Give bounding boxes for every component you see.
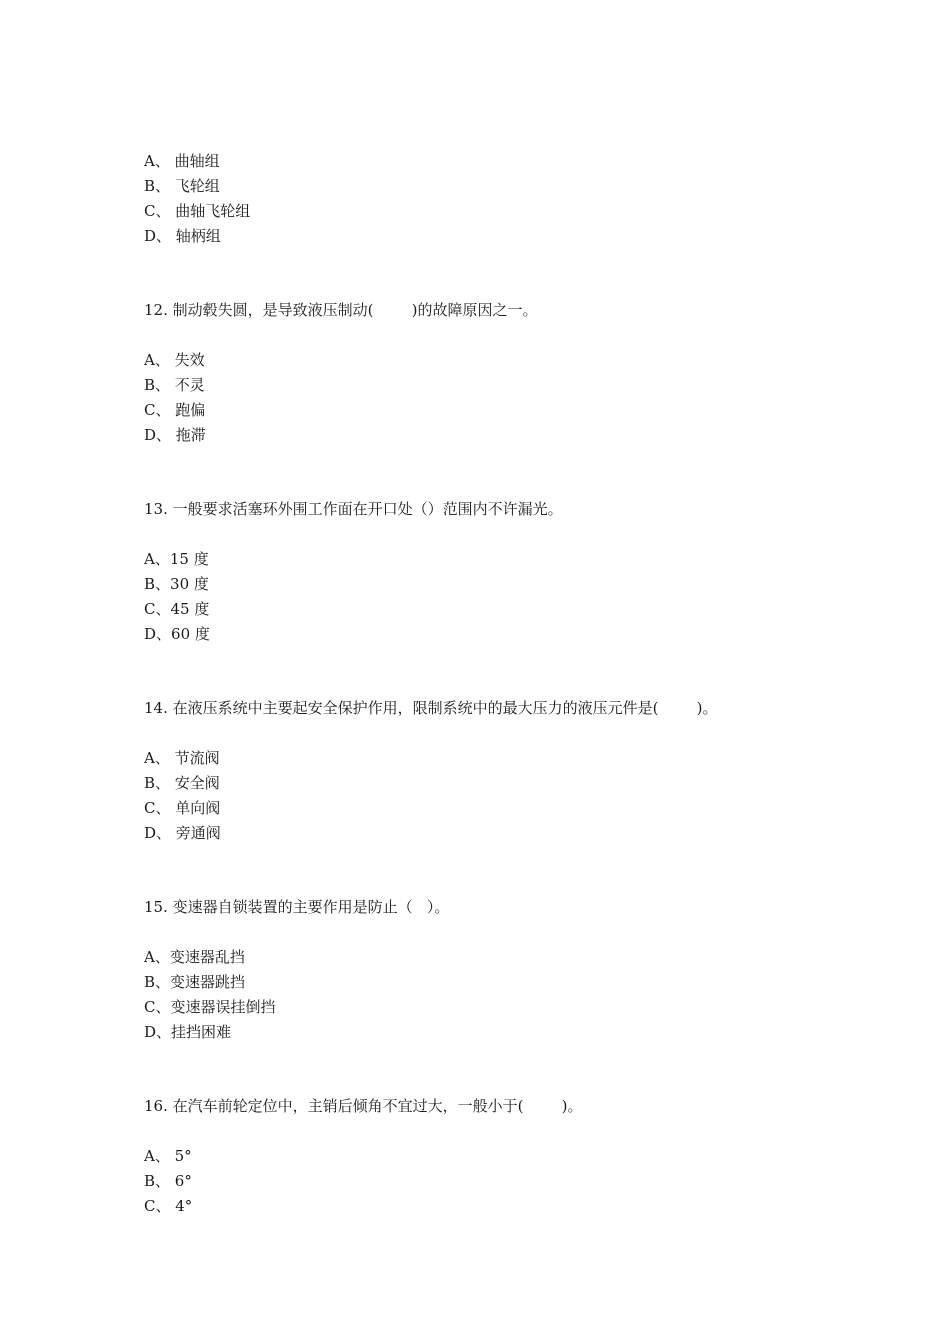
option-d: D、 旁通阀 xyxy=(144,824,221,842)
option-b: B、 6° xyxy=(144,1172,192,1190)
option-c: C、45 度 xyxy=(144,600,210,618)
question-text: 14. 在液压系统中主要起安全保护作用，限制系统中的最大压力的液压元件是( )。 xyxy=(144,699,718,717)
option-d: D、60 度 xyxy=(144,625,210,643)
document-page xyxy=(144,149,824,1219)
question-12 xyxy=(144,298,824,448)
option-c: C、 4° xyxy=(144,1197,193,1215)
option-b: B、 不灵 xyxy=(144,376,205,394)
question-text: 16. 在汽车前轮定位中，主销后倾角不宜过大，一般小于( )。 xyxy=(144,1097,583,1115)
option-a: A、 5° xyxy=(144,1147,192,1165)
question-15 xyxy=(144,895,824,1045)
question-text: 12. 制动毂失圆，是导致液压制动( )的故障原因之一。 xyxy=(144,301,538,319)
option-a: A、15 度 xyxy=(144,550,209,568)
option-d: D、 轴柄组 xyxy=(144,227,221,245)
question-text: 15. 变速器自锁装置的主要作用是防止（ ）。 xyxy=(144,898,450,916)
option-a: A、 曲轴组 xyxy=(144,152,220,170)
option-b: B、30 度 xyxy=(144,575,209,593)
option-b: B、 飞轮组 xyxy=(144,177,220,195)
option-d: D、挂挡困难 xyxy=(144,1023,232,1041)
question-14 xyxy=(144,696,824,846)
option-d: D、 拖滞 xyxy=(144,426,206,444)
question-16 xyxy=(144,1094,824,1219)
prev-question-options xyxy=(144,149,824,249)
option-a: A、 节流阀 xyxy=(144,749,220,767)
option-c: C、 单向阀 xyxy=(144,799,221,817)
question-13 xyxy=(144,497,824,647)
option-b: B、 安全阀 xyxy=(144,774,220,792)
option-c: C、变速器误挂倒挡 xyxy=(144,998,276,1016)
option-c: C、 跑偏 xyxy=(144,401,206,419)
option-a: A、变速器乱挡 xyxy=(144,948,245,966)
question-text: 13. 一般要求活塞环外围工作面在开口处（）范围内不许漏光。 xyxy=(144,500,563,518)
option-c: C、 曲轴飞轮组 xyxy=(144,202,251,220)
option-b: B、变速器跳挡 xyxy=(144,973,246,991)
option-a: A、 失效 xyxy=(144,351,205,369)
